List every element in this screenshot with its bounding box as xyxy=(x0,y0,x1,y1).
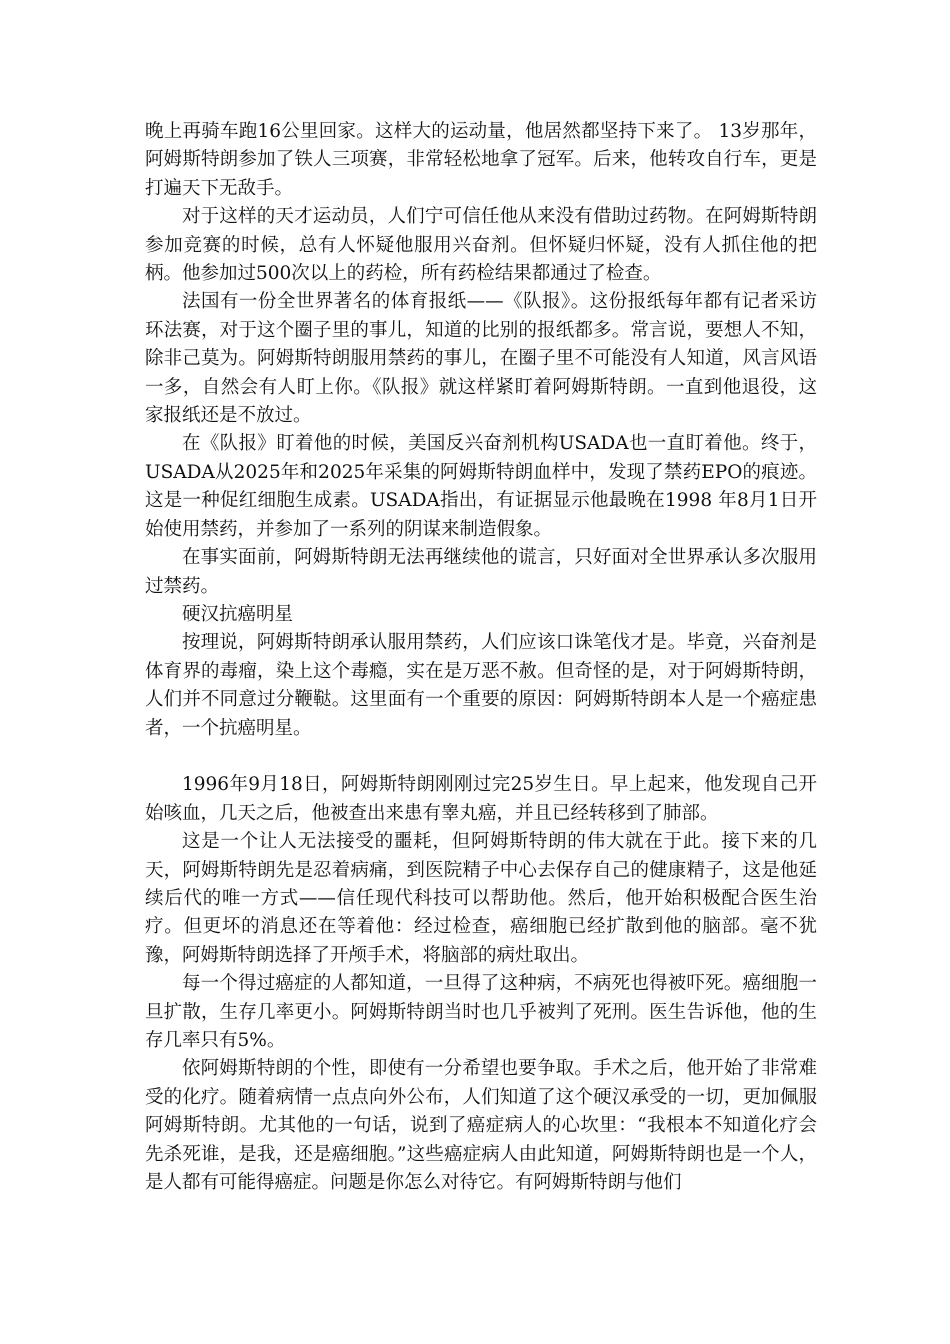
paragraph-2: 对于这样的天才运动员，人们宁可信任他从来没有借助过药物。在阿姆斯特朗参加竞赛的时候，总有人怀疑他服用兴奋剂。但怀疑归怀疑，没有人抓住他的把柄。他参加过500次以上的药检，所有药检结果都通过了检查。 xyxy=(145,206,817,285)
section-heading: 硬汉抗癌明星 xyxy=(182,603,294,625)
paragraph-4: 在《队报》盯着他的时候，美国反兴奋剂机构USADA也一直盯着他。终于，USADA从2025年和2025年采集的阿姆斯特朗血样中，发现了禁药EPO的痕迹。这是一种促红细胞生成素。USADA指出，有证据显示他最晚在1998 年8月1日开始使用禁药，并参加了一系列的阴谋来制造假象。 xyxy=(145,433,817,540)
document-page xyxy=(145,118,817,1197)
paragraph-7: 1996年9月18日，阿姆斯特朗刚刚过完25岁生日。早上起来，他发现自己开始咳血，几天之后，他被查出来患有睾丸癌，并且已经转移到了肺部。 xyxy=(145,774,817,824)
paragraph-6: 按理说，阿姆斯特朗承认服用禁药，人们应该口诛笔伐才是。毕竟，兴奋剂是体育界的毒瘤，染上这个毒瘾，实在是万恶不赦。但奇怪的是，对于阿姆斯特朗，人们并不同意过分鞭鞑。这里面有一个重要的原因：阿姆斯特朗本人是一个癌症患者，一个抗癌明星。 xyxy=(145,632,817,739)
paragraph-3: 法国有一份全世界著名的体育报纸——《队报》。这份报纸每年都有记者采访环法赛，对于这个圈子里的事儿，知道的比别的报纸都多。常言说，要想人不知，除非己莫为。阿姆斯特朗服用禁药的事儿，在圈子里不可能没有人知道，风言风语一多，自然会有人盯上你。《队报》就这样紧盯着阿姆斯特朗。一直到他退役，这家报纸还是不放过。 xyxy=(145,291,817,427)
paragraph-10: 依阿姆斯特朗的个性，即使有一分希望也要争取。手术之后，他开始了非常难受的化疗。随着病情一点点向外公布，人们知道了这个硬汉承受的一切，更加佩服阿姆斯特朗。尤其他的一句话，说到了癌症病人的心坎里：“我根本不知道化疗会先杀死谁，是我，还是癌细胞。”这些癌症病人由此知道，阿姆斯特朗也是一个人，是人都有可能得癌症。问题是你怎么对待它。有阿姆斯特朗与他们 xyxy=(145,1058,817,1194)
paragraph-gap xyxy=(145,743,817,771)
paragraph-5: 在事实面前，阿姆斯特朗无法再继续他的谎言，只好面对全世界承认多次服用过禁药。 xyxy=(145,547,817,597)
paragraph-9: 每一个得过癌症的人都知道，一旦得了这种病，不病死也得被吓死。癌细胞一旦扩散，生存几率更小。阿姆斯特朗当时也几乎被判了死刑。医生告诉他，他的生存几率只有5%。 xyxy=(145,973,817,1051)
paragraph-8: 这是一个让人无法接受的噩耗，但阿姆斯特朗的伟大就在于此。接下来的几天，阿姆斯特朗先是忍着病痛，到医院精子中心去保存自己的健康精子，这是他延续后代的唯一方式——信任现代科技可以帮助他。然后，他开始积极配合医生治疗。但更坏的消息还在等着他：经过检查，癌细胞已经扩散到他的脑部。毫不犹豫，阿姆斯特朗选择了开颅手术，将脑部的病灶取出。 xyxy=(145,831,817,966)
paragraph-1: 晚上再骑车跑16公里回家。这样大的运动量，他居然都坚持下来了。 13岁那年，阿姆斯特朗参加了铁人三项赛，非常轻松地拿了冠军。后来，他转攻自行车，更是打遍天下无敌手。 xyxy=(145,121,817,199)
